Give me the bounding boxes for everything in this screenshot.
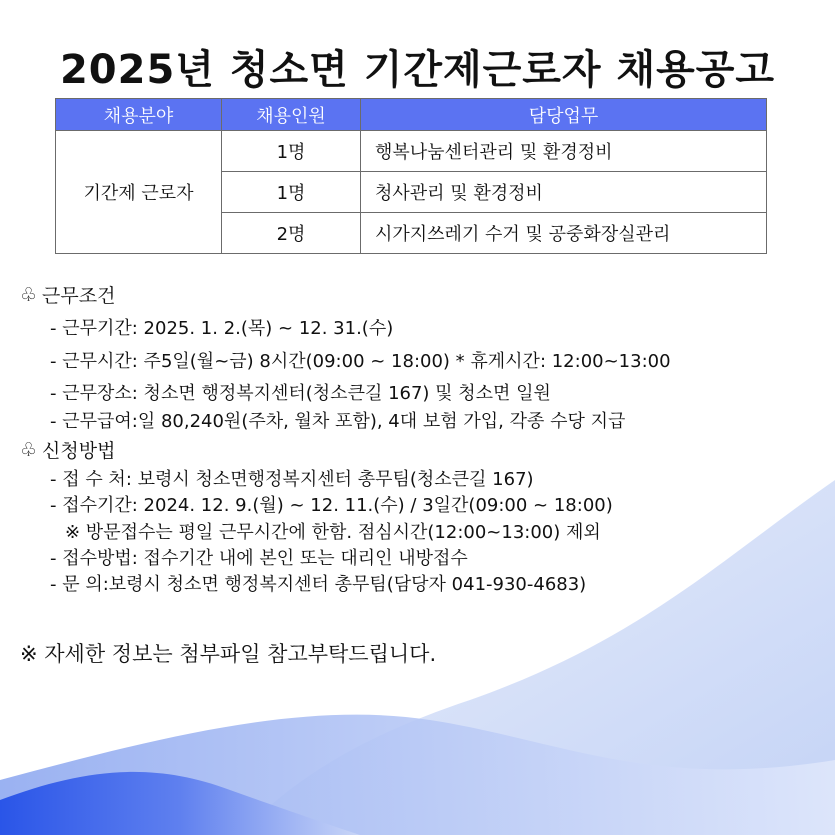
work-location-line: - 근무장소: 청소면 행정복지센터(청소큰길 167) 및 청소면 일원: [50, 383, 551, 404]
work-conditions-heading: [20, 281, 115, 308]
inquiry-line: - 문 의:보령시 청소면 행정복지센터 총무팀(담당자 041-930-4683): [50, 574, 587, 595]
club-icon: ♧: [20, 438, 38, 461]
reception-period-line: - 접수기간: 2024. 12. 9.(월) ~ 12. 11.(수) / 3일간(09:00 ~ 18:00): [50, 495, 613, 516]
count-cell: 1명: [222, 131, 361, 172]
page-title: 2025년 청소면 기간제근로자 채용공고: [59, 47, 776, 93]
reception-method-line: - 접수방법: 접수기간 내에 본인 또는 대리인 내방접수: [50, 548, 468, 569]
table-row: [56, 131, 767, 172]
column-header-field: 채용분야: [56, 99, 222, 131]
recruitment-table: [55, 98, 767, 254]
table-header-row: [56, 99, 767, 131]
club-icon: ♧: [20, 283, 38, 306]
visit-note-line: ※ 방문접수는 평일 근무시간에 한함. 점심시간(12:00~13:00) 제외: [65, 522, 601, 543]
section-heading-label: 신청방법: [42, 440, 116, 462]
count-cell: 1명: [222, 172, 361, 213]
work-period-line: - 근무기간: 2025. 1. 2.(목) ~ 12. 31.(수): [50, 318, 394, 339]
work-hours-line: - 근무시간: 주5일(월~금) 8시간(09:00 ~ 18:00) * 휴게시간: 12:00~13:00: [50, 351, 671, 372]
reception-place-line: - 접 수 처: 보령시 청소면행정복지센터 총무팀(청소큰길 167): [50, 469, 534, 490]
section-heading-label: 근무조건: [42, 285, 116, 307]
work-pay-line: - 근무급여:일 80,240원(주차, 월차 포함), 4대 보험 가입, 각종 수당 지급: [50, 411, 626, 432]
count-cell: 2명: [222, 213, 361, 254]
field-cell: 기간제 근로자: [56, 131, 222, 254]
duty-cell: 시가지쓰레기 수거 및 공중화장실관리: [361, 213, 767, 254]
duty-cell: 행복나눔센터관리 및 환경정비: [361, 131, 767, 172]
attachment-note: ※ 자세한 정보는 첨부파일 참고부탁드립니다.: [20, 642, 437, 666]
duty-cell: 청사관리 및 환경정비: [361, 172, 767, 213]
column-header-count: 채용인원: [222, 99, 361, 131]
application-heading: [20, 436, 115, 463]
column-header-duty: 담당업무: [361, 99, 767, 131]
